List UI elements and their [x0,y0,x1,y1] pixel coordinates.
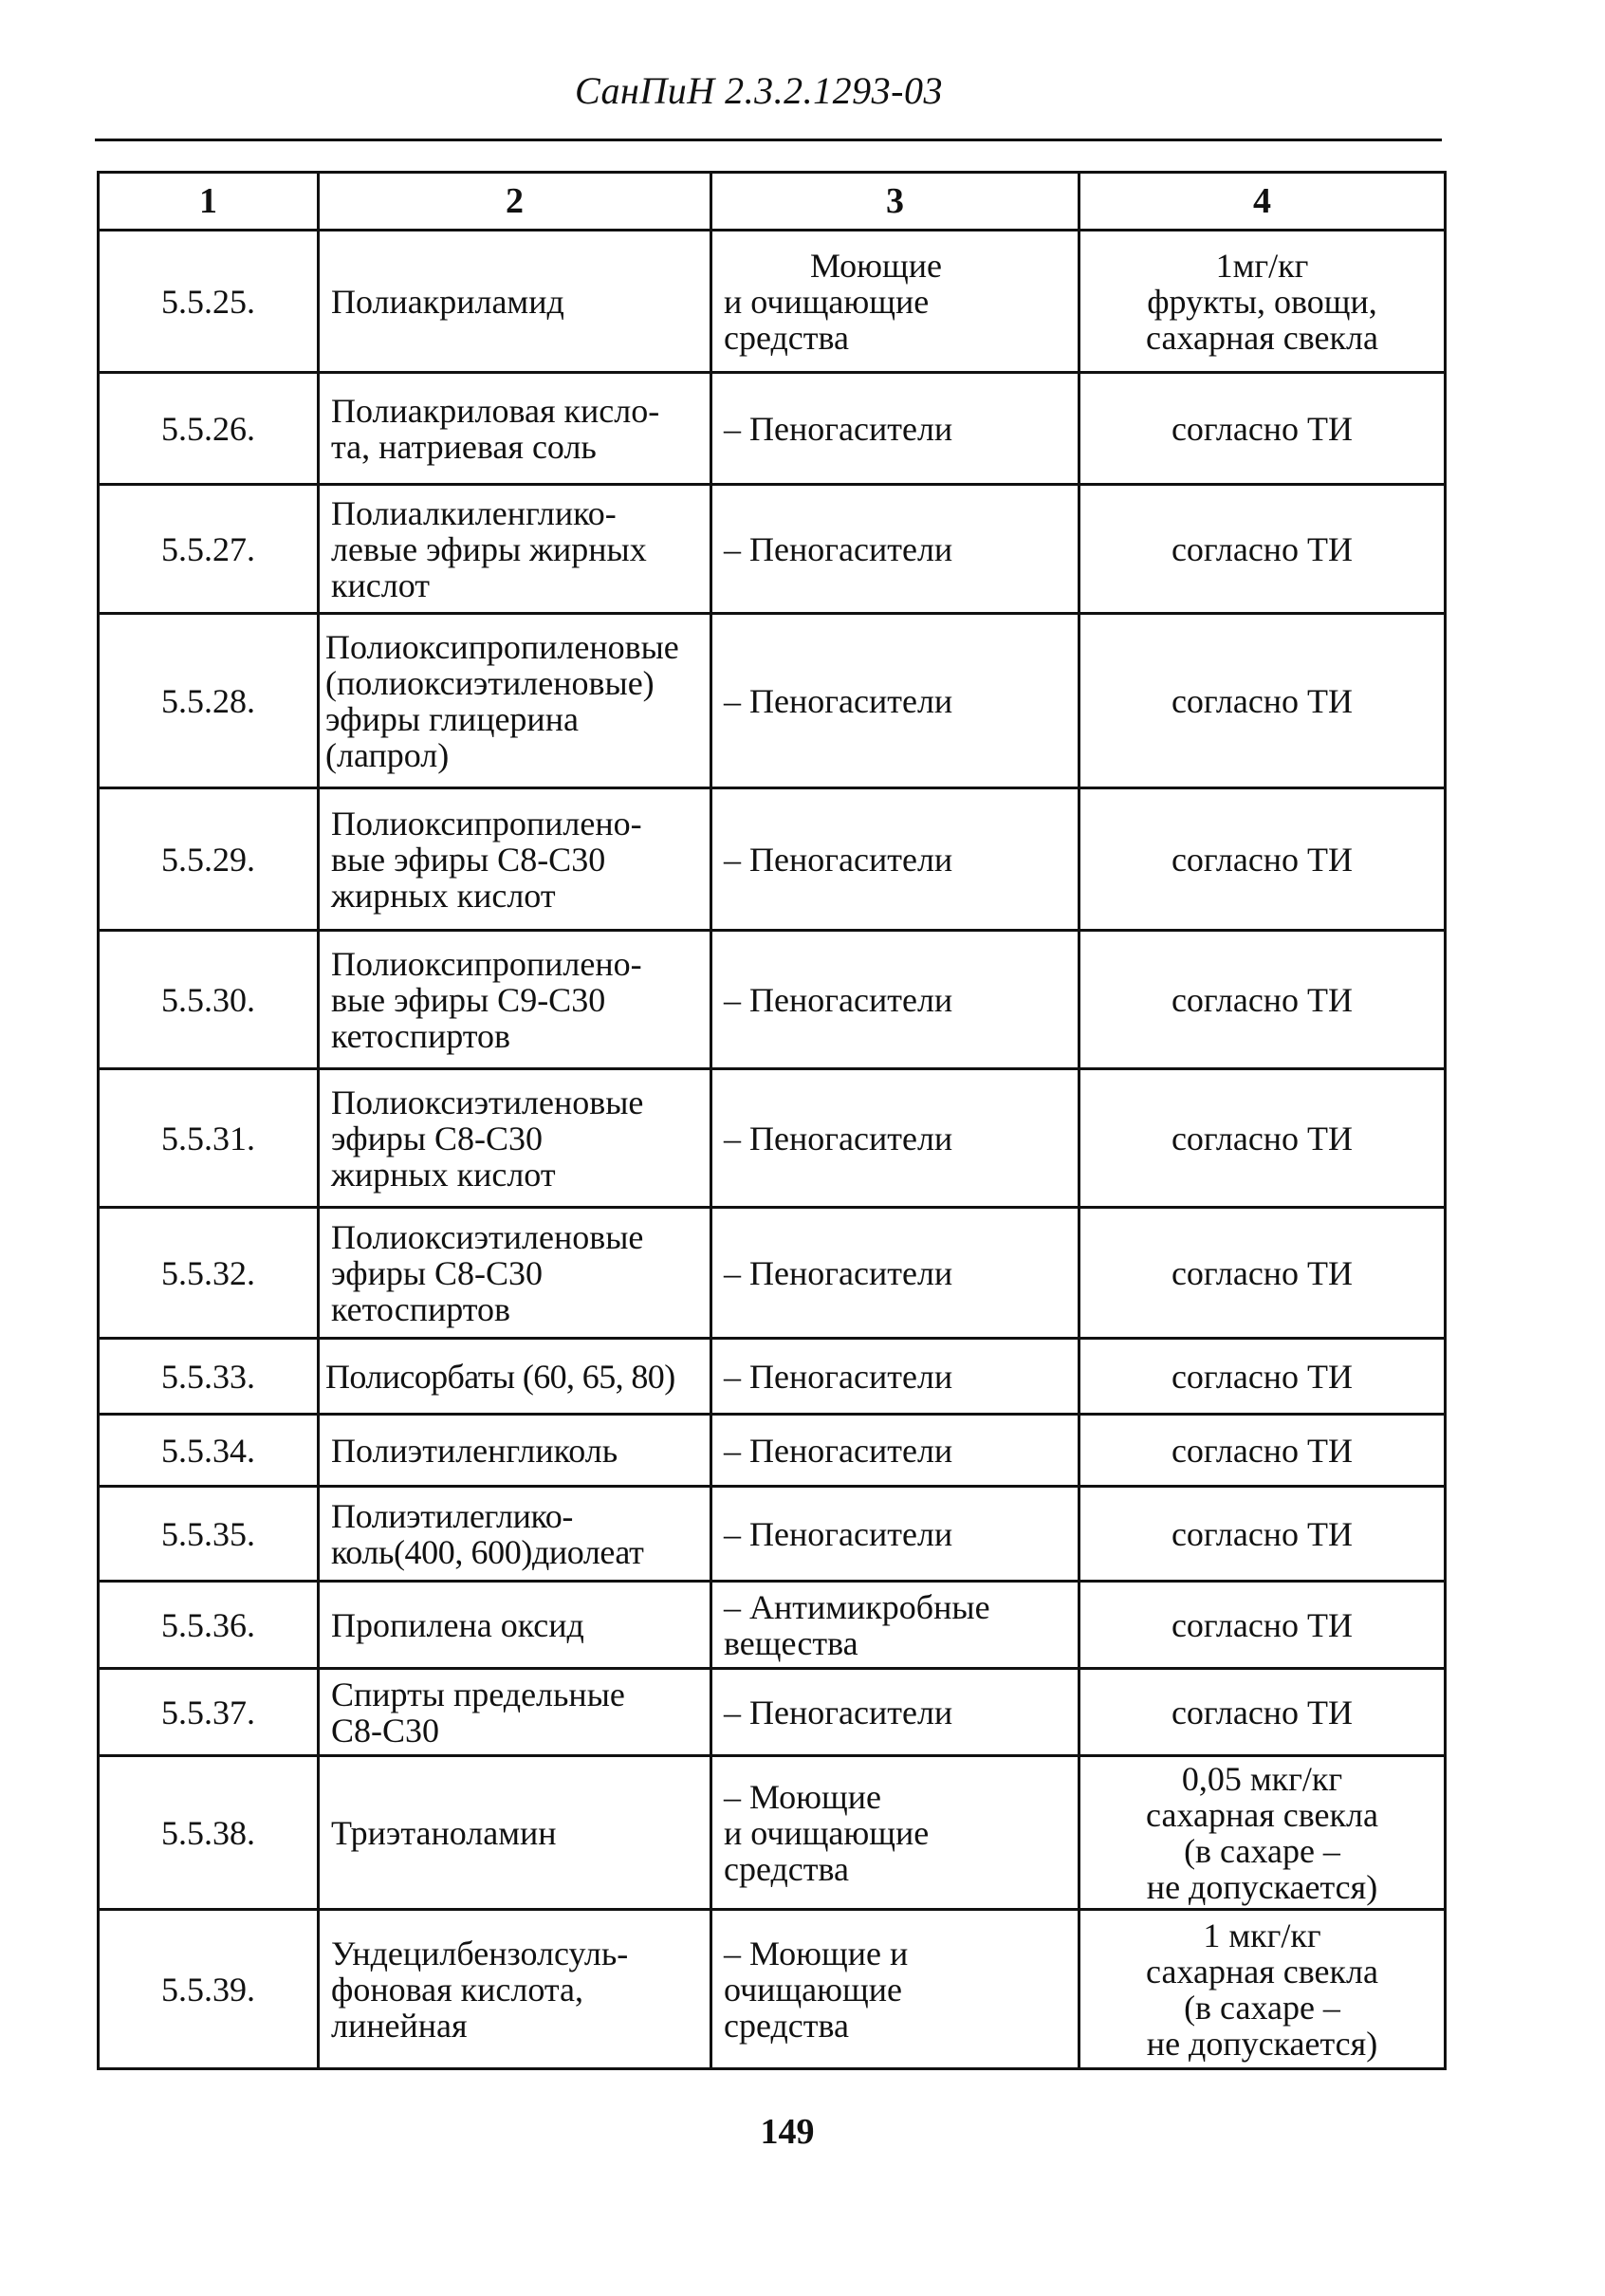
limit-line: (в сахаре – [1184,1831,1340,1870]
table-row [99,1910,1446,2069]
usage-line: – Пеногасители [724,409,953,448]
limit-line: согласно ТИ [1171,1253,1354,1292]
usage-line: – Моющие [724,1777,881,1816]
substance-name-line: Полиоксиэтиленовые [331,1083,644,1121]
usage-purpose [711,1582,1079,1669]
substance-name-line: эфиры С8-С30 [331,1119,544,1157]
limit-line: согласно ТИ [1171,1431,1354,1470]
substance-name-line: кетоспиртов [331,1016,511,1055]
limit-line: согласно ТИ [1171,980,1354,1019]
item-number: 5.5.31. [99,1069,319,1208]
substance-name [319,931,711,1069]
substance-name [319,485,711,614]
usage-line: очищающие [724,1970,902,2009]
usage-purpose [711,1910,1079,2069]
substance-name-line: вые эфиры С9-С30 [331,980,606,1019]
substance-name-line: Триэтаноламин [331,1813,557,1852]
substance-name [319,1069,711,1208]
substance-name [319,1756,711,1910]
item-number: 5.5.34. [99,1415,319,1487]
limit-line: согласно ТИ [1171,1514,1354,1553]
table-row [99,1487,1446,1582]
residue-limit [1079,1487,1446,1582]
table-row [99,788,1446,931]
item-number: 5.5.35. [99,1487,319,1582]
usage-line: средства [724,1849,850,1888]
usage-line: средства [724,2006,850,2045]
limit-line: согласно ТИ [1171,409,1354,448]
table-row [99,1069,1446,1208]
usage-line: – Антимикробные [724,1587,990,1626]
document-title: СанПиН 2.3.2.1293-03 [575,69,943,112]
usage-purpose [711,1339,1079,1415]
limit-line: согласно ТИ [1171,681,1354,720]
table-row [99,1582,1446,1669]
usage-line: – Пеногасители [724,1357,953,1396]
substance-name-line: вые эфиры С8-С30 [331,840,606,879]
usage-purpose [711,373,1079,485]
item-number: 5.5.39. [99,1910,319,2069]
residue-limit [1079,1339,1446,1415]
usage-line: и очищающие [724,1813,930,1852]
usage-purpose [711,485,1079,614]
table-row [99,373,1446,485]
item-number: 5.5.26. [99,373,319,485]
substance-name-line: коль(400, 600)диолеат [331,1532,644,1571]
residue-limit [1079,231,1446,373]
item-number: 5.5.28. [99,614,319,788]
residue-limit [1079,1669,1446,1756]
substance-name-line: жирных кислот [331,1155,556,1194]
limit-line: 1мг/кг [1215,246,1309,285]
substance-name [319,788,711,931]
limit-line: согласно ТИ [1171,1693,1354,1731]
substance-name-line: Полиоксипропилено- [331,944,642,983]
substance-name [319,1910,711,2069]
substance-name-line: эфиры глицерина [325,699,579,738]
usage-purpose [711,1487,1079,1582]
table-header-row [99,173,1446,231]
page-number: 149 [760,2112,815,2152]
item-number: 5.5.36. [99,1582,319,1669]
usage-purpose [711,1415,1079,1487]
usage-purpose [711,788,1079,931]
substance-name [319,231,711,373]
substance-name [319,1339,711,1415]
item-number: 5.5.27. [99,485,319,614]
limit-line: (в сахаре – [1184,1988,1340,2027]
substance-name-line: Полиоксиэтиленовые [331,1217,644,1256]
substance-name [319,1669,711,1756]
substance-name-line: жирных кислот [331,876,556,915]
substance-name-line: Полиоксипропиленовые [325,627,679,666]
substance-name-line: Полиалкиленглико- [331,493,617,532]
substance-name-line: кетоспиртов [331,1289,511,1328]
usage-line: – Моющие и [724,1934,909,1972]
substance-name-line: Полиакриламид [331,282,564,321]
limit-line: согласно ТИ [1171,1119,1354,1157]
table-row [99,1415,1446,1487]
limit-line: сахарная свекла [1146,1952,1378,1990]
substance-name-line: Полиакриловая кисло- [331,391,660,430]
table-row [99,1339,1446,1415]
usage-line: – Пеногасители [724,840,953,879]
limit-line: фрукты, овощи, [1147,282,1377,321]
residue-limit [1079,373,1446,485]
substance-name [319,1415,711,1487]
column-header-1: 1 [99,173,319,231]
column-header-3: 3 [711,173,1079,231]
usage-purpose [711,1756,1079,1910]
substance-name-line: Полиэтиленгликоль [331,1431,618,1470]
table-row [99,614,1446,788]
residue-limit [1079,614,1446,788]
column-header-2: 2 [319,173,711,231]
table-row [99,931,1446,1069]
usage-line: – Пеногасители [724,1693,953,1731]
item-number: 5.5.33. [99,1339,319,1415]
usage-line: средства [724,318,850,357]
usage-purpose [711,931,1079,1069]
substance-name-line: Полиэтилеглико- [331,1496,573,1535]
substance-name [319,1208,711,1339]
usage-purpose [711,1069,1079,1208]
substance-name-line: кислот [331,565,430,604]
substance-name-line: С8-С30 [331,1711,440,1750]
substance-name [319,1487,711,1582]
item-number: 5.5.29. [99,788,319,931]
substance-name-line: эфиры С8-С30 [331,1253,544,1292]
residue-limit [1079,485,1446,614]
limit-line: 0,05 мкг/кг [1181,1759,1343,1798]
limit-line: согласно ТИ [1171,1357,1354,1396]
residue-limit [1079,1910,1446,2069]
limit-line: сахарная свекла [1146,1795,1378,1834]
item-number: 5.5.30. [99,931,319,1069]
usage-line: – Пеногасители [724,980,953,1019]
table-row [99,485,1446,614]
limit-line: не допускается) [1146,2024,1378,2063]
table-row [99,1756,1446,1910]
usage-purpose [711,1208,1079,1339]
usage-line: – Пеногасители [724,1514,953,1553]
substance-name-line: та, натриевая соль [331,427,597,466]
usage-line: и очищающие [724,282,930,321]
header-divider [95,139,1442,141]
substance-name-line: (полиоксиэтиленовые) [325,663,655,702]
residue-limit [1079,1756,1446,1910]
limit-line: согласно ТИ [1171,1605,1354,1644]
table-body [99,231,1446,2069]
substance-name-line: линейная [331,2006,468,2045]
residue-limit [1079,1069,1446,1208]
item-number: 5.5.25. [99,231,319,373]
item-number: 5.5.38. [99,1756,319,1910]
residue-limit [1079,931,1446,1069]
usage-purpose [711,231,1079,373]
residue-limit [1079,1208,1446,1339]
substance-name-line: левые эфиры жирных [331,529,647,568]
substance-name-line: Спирты предельные [331,1675,625,1713]
limit-line: не допускается) [1146,1867,1378,1906]
table-row [99,1208,1446,1339]
limit-line: согласно ТИ [1171,840,1354,879]
substance-name-line: Полиоксипропилено- [331,804,642,842]
substance-name [319,1582,711,1669]
usage-line: Моющие [810,246,942,285]
usage-purpose [711,614,1079,788]
usage-line: – Пеногасители [724,1253,953,1292]
usage-line: – Пеногасители [724,529,953,568]
usage-line: – Пеногасители [724,1431,953,1470]
substance-name [319,614,711,788]
usage-line: вещества [724,1623,858,1662]
residue-limit [1079,1415,1446,1487]
substance-name-line: (лапрол) [325,735,450,774]
limit-line: 1 мкг/кг [1203,1916,1321,1954]
usage-line: – Пеногасители [724,1119,953,1157]
residue-limit [1079,1582,1446,1669]
limit-line: сахарная свекла [1146,318,1378,357]
substance-name-line: фоновая кислота, [331,1970,584,2009]
usage-purpose [711,1669,1079,1756]
item-number: 5.5.32. [99,1208,319,1339]
item-number: 5.5.37. [99,1669,319,1756]
usage-line: – Пеногасители [724,681,953,720]
table-row [99,1669,1446,1756]
substance-name-line: Ундецилбензолсуль- [331,1934,629,1972]
substance-name-line: Пропилена оксид [331,1605,584,1644]
limit-line: согласно ТИ [1171,529,1354,568]
column-header-4: 4 [1079,173,1446,231]
table-row [99,231,1446,373]
residue-limit [1079,788,1446,931]
substances-table [97,171,1447,2070]
substance-name [319,373,711,485]
substance-name-line: Полисорбаты (60, 65, 80) [325,1357,675,1396]
